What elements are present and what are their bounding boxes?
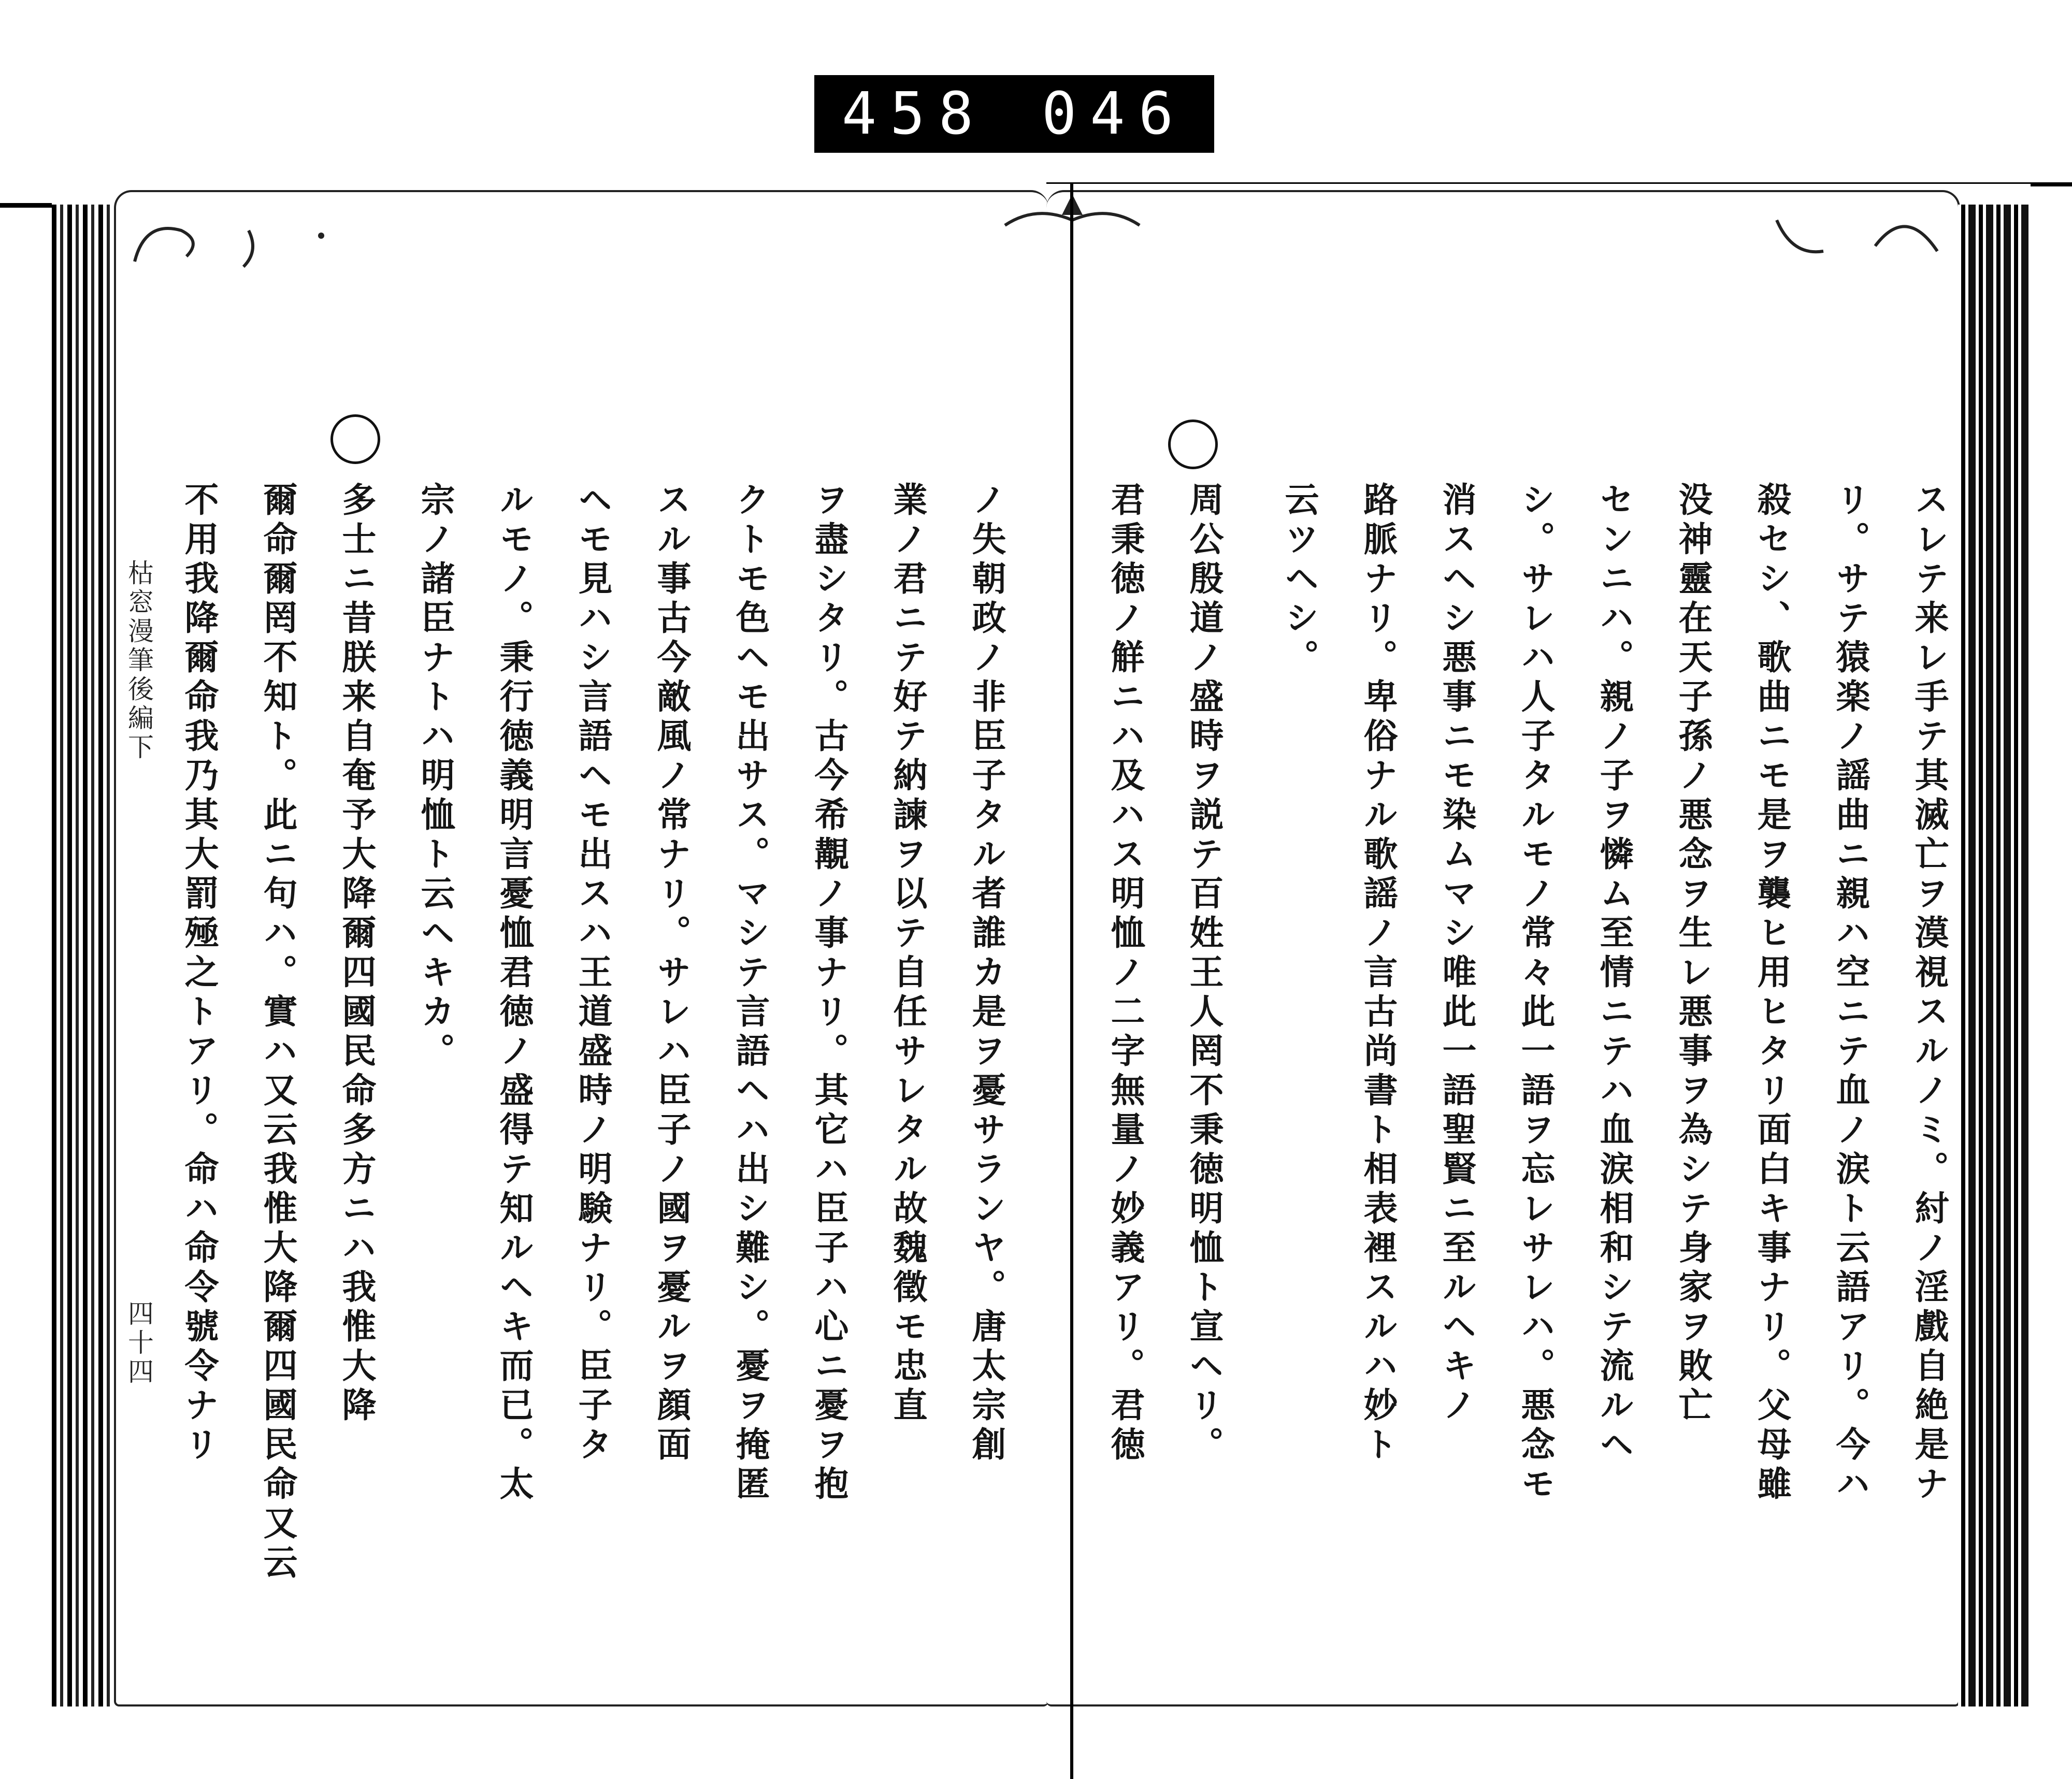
text-line: 路脈ナリ。卑俗ナル歌謡ノ言古尚書ト相表裡スルハ妙ト [1358, 482, 1398, 1466]
right-page-section-start [1077, 482, 1243, 1569]
right-page-edges [1958, 205, 2031, 1706]
text-line: 爾命爾罔不知ト。此ニ句ハ。實ハ又云我惟大降爾四國民命又云 [257, 482, 298, 1584]
corner-ornament-right [1761, 194, 1948, 282]
text-line: スル事古今敵風ノ常ナリ。サレハ臣子ノ國ヲ憂ルヲ顔面 [651, 482, 692, 1466]
reel-number-left: 458 [841, 80, 987, 148]
margin-title: 枯窓漫筆後編下 [124, 559, 154, 762]
right-page-text [1243, 482, 1968, 1569]
text-line: ルモノ。秉行徳義明言憂恤君徳ノ盛得テ知ルヘキ而已。太 [494, 482, 534, 1505]
text-line: 不用我降爾命我乃其大罰殛之トアリ。命ハ命令號令ナリ [179, 482, 219, 1466]
text-line: スレテ来レ手テ其滅亡ヲ漠視スルノミ。紂ノ淫戲自絶是ナ [1909, 482, 1949, 1505]
text-line: センニハ。親ノ子ヲ憐ム至情ニテハ血涙相和シテ流ルヘ [1594, 482, 1634, 1466]
corner-ornament-center [984, 184, 1171, 262]
corner-ornament-left [124, 199, 342, 282]
binding-hole-left [330, 414, 380, 464]
text-line: ヘモ見ハシ言語ヘモ出スハ王道盛時ノ明験ナリ。臣子タ [572, 482, 613, 1466]
left-page-text [155, 482, 1026, 1584]
book-spine [1070, 184, 1073, 1779]
text-line: 消スヘシ悪事ニモ染ムマシ唯此一語聖賢ニ至ルヘキノ [1436, 482, 1477, 1426]
text-line: 周公殷道ノ盛時ヲ説テ百姓王人罔不秉徳明恤ト宣ヘリ。 [1184, 482, 1224, 1466]
text-line: クトモ色ヘモ出サス。マシテ言語ヘハ出シ難シ。憂ヲ掩匿 [730, 482, 770, 1505]
text-line: 業ノ君ニテ好テ納諫ヲ以テ自任サレタル故魏徵モ忠直 [887, 482, 928, 1426]
text-line: リ。サテ猿楽ノ謡曲ニ親ハ空ニテ血ノ涙ト云語アリ。今ハ [1830, 482, 1870, 1505]
binding-hole-right [1168, 420, 1218, 469]
text-line: 没神靈在天子孫ノ悪念ヲ生レ悪事ヲ為シテ身家ヲ敗亡 [1673, 482, 1713, 1426]
reel-label [814, 75, 1214, 153]
reel-number-right: 046 [1041, 80, 1187, 148]
left-page-edges [52, 205, 114, 1706]
text-line: 多士ニ昔朕来自奄予大降爾四國民命多方ニハ我惟大降 [336, 482, 377, 1426]
text-line: 宗ノ諸臣ナトハ明恤ト云ヘキカ。 [415, 482, 455, 1072]
text-line: シ。サレハ人子タルモノ常々此一語ヲ忘レサレハ。悪念モ [1515, 482, 1556, 1505]
text-line: 殺セシ、歌曲ニモ是ヲ襲ヒ用ヒタリ面白キ事ナリ。父母雖 [1751, 482, 1792, 1505]
text-line: 君秉徳ノ觧ニハ及ハス明恤ノ二字無量ノ妙義アリ。君徳 [1105, 482, 1145, 1466]
page-number: 四十四 [124, 1300, 154, 1387]
text-line: ノ失朝政ノ非臣子タル者誰カ是ヲ憂サランヤ。唐太宗創 [966, 482, 1006, 1466]
text-line: 云ツヘシ。 [1279, 482, 1319, 678]
text-line: ヲ盡シタリ。古今希覯ノ事ナリ。其它ハ臣子ハ心ニ憂ヲ抱 [809, 482, 849, 1505]
